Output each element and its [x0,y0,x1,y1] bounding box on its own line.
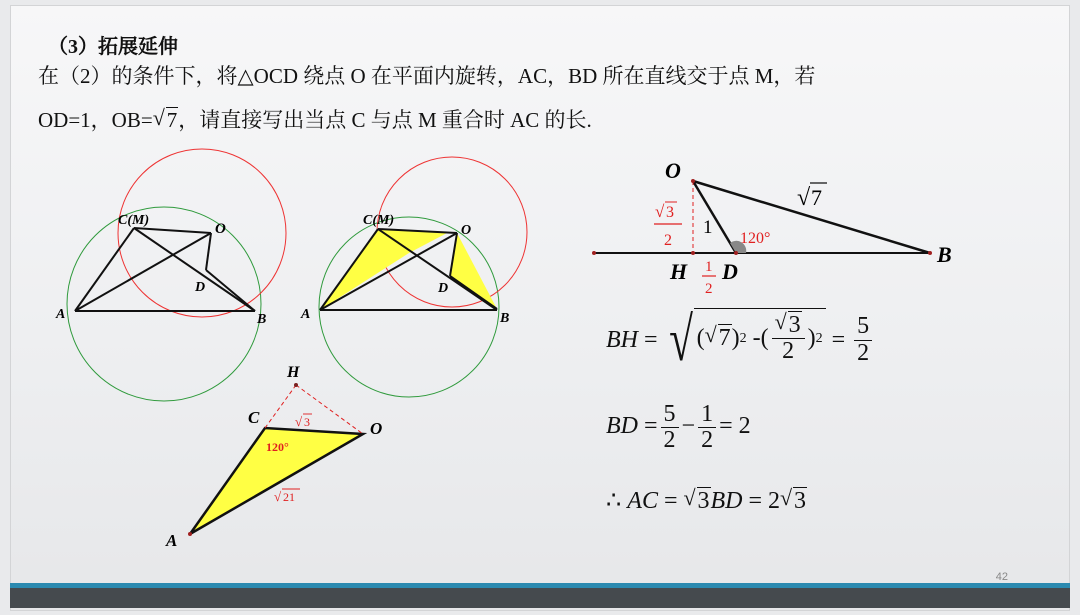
section-heading: （3）拓展延伸 [48,36,178,58]
eq1-b-num: 3 [788,311,801,338]
fig3-side-co: 3 [304,415,310,429]
line2-pre: OD=1，OB= [38,108,153,132]
fig2-label-d: D [438,281,449,296]
eq3-lhs: AC [627,488,658,514]
fig2-label-o: O [461,223,472,238]
fig4-side-ob: 7 [811,185,822,210]
fig3-side-ao: 21 [283,490,295,504]
fig3-label-o: O [370,419,383,438]
eq2-res: 2 [738,413,751,440]
figure-1 [55,149,286,401]
eq2-lhs: BD [606,413,638,440]
eq1-res-num: 5 [854,314,872,340]
figure-4 [592,158,952,297]
fig3-label-c: C [248,408,260,427]
fig4-label-o: O [665,158,681,183]
fig2-fill-left [320,229,447,310]
fig4-side-od: 1 [703,217,713,238]
svg-text:√: √ [274,489,282,504]
eq1-b-den: 2 [782,338,795,364]
fig4-height-num: 3 [666,204,674,221]
fig3-angle-label: 120° [266,440,289,454]
figure-2 [300,157,527,397]
fig3-label-h: H [287,364,300,381]
fig4-label-d: D [722,259,738,284]
fig3-label-a: A [166,531,178,550]
problem-text-line1: 在（2）的条件下，将△OCD 绕点 O 在平面内旋转，AC，BD 所在直线交于点 M，若 [38,64,816,88]
page-number: 42 [995,571,1008,583]
fig1-label-b: B [257,312,267,327]
fig1-green-circle [67,207,261,401]
line2-post: ，请直接写出当点 C 与点 M 重合时 AC 的长. [178,108,592,132]
fig4-hd-den: 2 [705,281,713,297]
svg-text:√: √ [797,185,811,211]
eq1-res-den: 2 [857,339,870,366]
equation-ac: ∴ AC = √ 3BD = 2 √ 3 [606,485,807,514]
fig1-label-o: O [215,221,226,237]
fig4-label-b: B [937,242,952,267]
footer-bar [10,588,1070,608]
fig4-hd-num: 1 [705,259,713,275]
svg-text:√: √ [295,414,303,429]
fig4-angle-label: 120° [740,230,771,247]
fig2-label-cm: C(M) [363,213,395,228]
fig1-label-a: A [56,307,66,322]
equation-bh: BH = √ ( √ 7 ) 2 -( √ 3 2 ) 2 = $\frac{5}{2}$ [606,309,875,371]
fig1-label-d: D [195,280,206,295]
sqrt-7: √ 7 [152,105,178,132]
fig4-height-den: 2 [664,232,672,249]
fig2-label-a: A [301,307,311,322]
fig2-label-b: B [500,311,510,326]
svg-text:√: √ [655,202,665,221]
eq1-lhs: BH [606,326,638,353]
fig4-label-h: H [670,259,688,284]
equation-bd: BD = $\frac{5}{2}$ − $\frac{1}{2}$ = 2 [606,401,751,454]
fig1-label-cm: C(M) [118,213,150,228]
eq1-a: 7 [718,325,731,351]
figure-3 [165,364,382,550]
